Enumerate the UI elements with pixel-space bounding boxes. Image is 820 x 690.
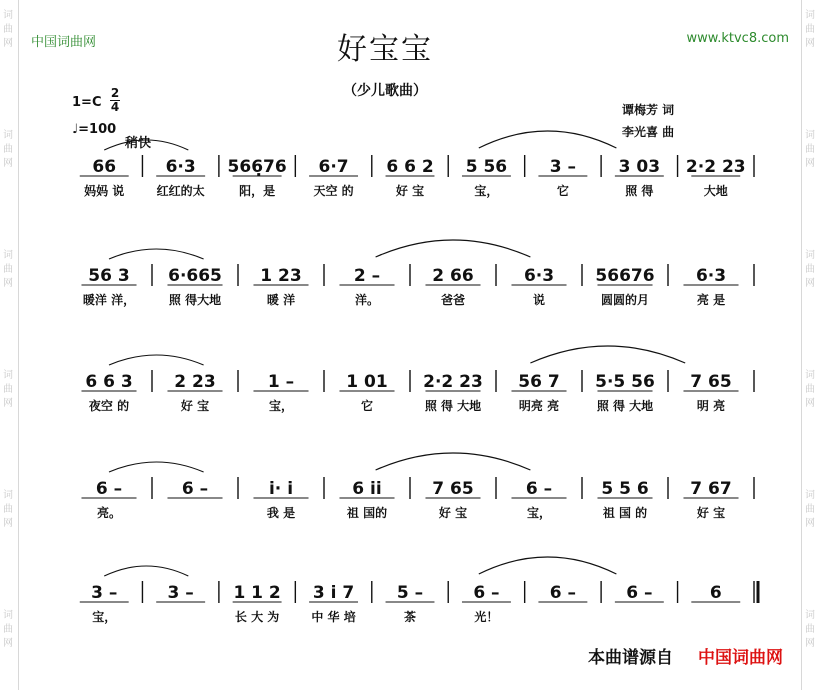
measure-notes: 1 1 2 bbox=[233, 583, 281, 603]
slur-arc bbox=[376, 240, 531, 257]
lyric-syllables: 宝， bbox=[268, 399, 294, 413]
measure-notes: 3 – bbox=[549, 157, 577, 177]
measure-notes: 56 3 bbox=[88, 266, 130, 286]
measure-notes: 6 – bbox=[95, 479, 123, 499]
side-glyph: 曲 bbox=[3, 144, 13, 155]
measure-notes: 2 23 bbox=[174, 372, 216, 392]
lyric-syllables: 它 bbox=[556, 184, 569, 198]
side-glyph: 网 bbox=[3, 638, 13, 649]
measure-notes: 3 03 bbox=[618, 157, 661, 177]
slur-arc bbox=[109, 355, 204, 365]
lyric-syllables: 照 得 bbox=[625, 184, 654, 198]
measure-notes: 56676 bbox=[595, 266, 655, 286]
lyric-syllables: 它 bbox=[360, 399, 374, 413]
lyric-syllables: 圆圆的月 bbox=[600, 293, 650, 307]
time-sig-top: 2 bbox=[110, 86, 120, 100]
side-glyph: 词 bbox=[3, 370, 13, 381]
lyric-syllables: 祖 国的 bbox=[346, 506, 388, 520]
side-glyph: 词 bbox=[3, 490, 13, 501]
side-glyph: 网 bbox=[3, 158, 13, 169]
side-glyph: 网 bbox=[805, 638, 815, 649]
measure-notes: 6 bbox=[709, 583, 722, 603]
lyric-syllables: 好 宝 bbox=[180, 399, 210, 413]
side-glyph: 曲 bbox=[3, 264, 13, 275]
side-glyph: 曲 bbox=[3, 24, 13, 35]
lyric-syllables: 暖洋 洋， bbox=[82, 293, 136, 307]
side-glyph: 词 bbox=[805, 250, 815, 261]
side-glyph: 网 bbox=[805, 158, 815, 169]
slur-arc bbox=[376, 453, 531, 470]
side-glyph: 词 bbox=[3, 610, 13, 621]
site-watermark-left: 中国词曲网 bbox=[31, 35, 97, 50]
lyric-syllables: 好 宝 bbox=[438, 506, 468, 520]
time-sig-bottom: 4 bbox=[110, 100, 120, 114]
song-subtitle: （少儿歌曲） bbox=[343, 83, 427, 99]
measure-notes: 6·3 bbox=[695, 266, 727, 286]
slur-arc bbox=[104, 140, 188, 150]
slur-arc bbox=[109, 462, 204, 472]
measure-notes: 1 23 bbox=[260, 266, 302, 286]
lyric-syllables: 天空 的 bbox=[313, 184, 354, 198]
lyric-syllables: 茶 bbox=[403, 610, 417, 624]
measure-notes: 66 bbox=[92, 157, 117, 177]
measure-notes: 2·2 23 bbox=[685, 157, 746, 177]
side-glyph: 网 bbox=[3, 518, 13, 529]
side-glyph: 词 bbox=[805, 130, 815, 141]
measure-notes: 7 65 bbox=[690, 372, 732, 392]
side-glyph: 网 bbox=[805, 38, 815, 49]
measure-notes: 566̣76 bbox=[227, 157, 287, 177]
measure-notes: 6·3 bbox=[523, 266, 555, 286]
lyric-syllables: 照 得 大地 bbox=[596, 399, 654, 413]
side-glyph: 曲 bbox=[805, 624, 815, 635]
side-glyph: 网 bbox=[3, 38, 13, 49]
side-glyph: 曲 bbox=[3, 384, 13, 395]
side-glyph: 曲 bbox=[805, 504, 815, 515]
side-glyph: 曲 bbox=[805, 264, 815, 275]
side-glyph: 词 bbox=[805, 370, 815, 381]
measure-notes: 5 – bbox=[396, 583, 424, 603]
side-glyph: 曲 bbox=[805, 24, 815, 35]
measure-notes: 2 – bbox=[353, 266, 381, 286]
side-glyph: 网 bbox=[3, 278, 13, 289]
source-label: 本曲谱源自 bbox=[588, 648, 673, 668]
measure-notes: 1 01 bbox=[346, 372, 388, 392]
measure-notes: i· i bbox=[268, 479, 294, 499]
measure-notes: 6·3 bbox=[165, 157, 196, 177]
lyric-syllables: 爸爸 bbox=[440, 293, 466, 307]
measure-notes: 1 – bbox=[267, 372, 295, 392]
measure-notes: 3 – bbox=[167, 583, 194, 603]
lyric-syllables: 明 亮 bbox=[696, 399, 726, 413]
measure-notes: 2·2 23 bbox=[423, 372, 483, 392]
lyric-syllables: 好 宝 bbox=[395, 184, 425, 198]
side-glyph: 词 bbox=[805, 490, 815, 501]
quarter-note-icon: ♩ bbox=[72, 122, 79, 137]
lyric-syllables: 宝， bbox=[92, 610, 117, 624]
lyric-syllables: 暖 洋 bbox=[266, 293, 296, 307]
slur-arc bbox=[104, 566, 188, 576]
measure-notes: 56 7 bbox=[518, 372, 560, 392]
lyric-syllables: 洋。 bbox=[354, 293, 380, 307]
site-watermark-right: www.ktvc8.com bbox=[686, 31, 789, 46]
measure-notes: 6 – bbox=[549, 583, 577, 603]
slur-arc bbox=[479, 557, 617, 574]
lyric-syllables: 照 得 大地 bbox=[424, 399, 482, 413]
measure-notes: 6 – bbox=[181, 479, 209, 499]
slur-arc bbox=[530, 346, 685, 363]
lyric-syllables: 宝， bbox=[526, 506, 552, 520]
lyric-syllables: 长 大 为 bbox=[234, 610, 280, 624]
side-glyph: 网 bbox=[805, 518, 815, 529]
lyric-syllables: 红红的太 bbox=[156, 184, 205, 198]
lyric-syllables: 阳，是 bbox=[239, 184, 276, 198]
measure-notes: 6·665 bbox=[168, 266, 222, 286]
measure-notes: 5·5 56 bbox=[595, 372, 655, 392]
lyric-syllables: 妈妈 说 bbox=[84, 184, 125, 198]
lyric-syllables: 宝， bbox=[474, 184, 499, 198]
lyric-syllables: 祖 国 的 bbox=[602, 506, 648, 520]
measure-notes: 6 ii bbox=[352, 479, 382, 499]
measure-notes: 5 56 bbox=[465, 157, 508, 177]
measure-notes: 6 6 2 bbox=[386, 157, 434, 177]
lyric-syllables: 照 得大地 bbox=[168, 293, 222, 307]
lyric-syllables: 好 宝 bbox=[696, 506, 726, 520]
tempo-value: =100 bbox=[78, 122, 117, 137]
lyric-syllables: 夜空 的 bbox=[88, 399, 130, 413]
measure-notes: 6 – bbox=[525, 479, 553, 499]
side-glyph: 网 bbox=[3, 398, 13, 409]
side-glyph: 词 bbox=[805, 10, 815, 21]
lyric-syllables: 我 是 bbox=[266, 506, 296, 520]
side-glyph: 词 bbox=[3, 250, 13, 261]
slur-arc bbox=[109, 249, 204, 259]
speed-marking: 稍快 bbox=[125, 136, 152, 151]
measure-notes: 7 67 bbox=[690, 479, 732, 499]
side-glyph: 网 bbox=[805, 278, 815, 289]
measure-notes: 6·7 bbox=[318, 157, 349, 177]
side-glyph: 词 bbox=[3, 130, 13, 141]
side-glyph: 曲 bbox=[3, 504, 13, 515]
lyricist-credit: 谭梅芳 词 bbox=[622, 103, 675, 117]
measure-notes: 6 – bbox=[626, 583, 653, 603]
lyric-syllables: 中 华 培 bbox=[311, 610, 356, 624]
measure-notes: 7 65 bbox=[432, 479, 474, 499]
lyric-syllables: 光！ bbox=[474, 610, 499, 624]
measure-notes: 5 5 6 bbox=[601, 479, 649, 499]
side-glyph: 曲 bbox=[805, 144, 815, 155]
key-signature: 1=C bbox=[72, 95, 102, 110]
lyric-syllables: 亮 是 bbox=[696, 293, 726, 307]
measure-notes: 3 – bbox=[91, 583, 118, 603]
side-glyph: 曲 bbox=[805, 384, 815, 395]
measure-notes: 2 66 bbox=[432, 266, 474, 286]
measure-notes: 6 – bbox=[473, 583, 500, 603]
composer-credit: 李光喜 曲 bbox=[622, 125, 675, 139]
measure-notes: 6 6 3 bbox=[85, 372, 133, 392]
side-glyph: 词 bbox=[3, 10, 13, 21]
side-glyph: 曲 bbox=[3, 624, 13, 635]
source-site: 中国词曲网 bbox=[698, 648, 783, 668]
slur-arc bbox=[479, 131, 617, 148]
lyric-syllables: 说 bbox=[532, 293, 546, 307]
song-title: 好宝宝 bbox=[337, 32, 433, 67]
measure-notes: 3 i 7 bbox=[312, 583, 355, 603]
side-glyph: 网 bbox=[805, 398, 815, 409]
lyric-syllables: 大地 bbox=[703, 184, 728, 198]
side-glyph: 词 bbox=[805, 610, 815, 621]
lyric-syllables: 明亮 亮 bbox=[518, 399, 560, 413]
lyric-syllables: 亮。 bbox=[96, 506, 122, 520]
